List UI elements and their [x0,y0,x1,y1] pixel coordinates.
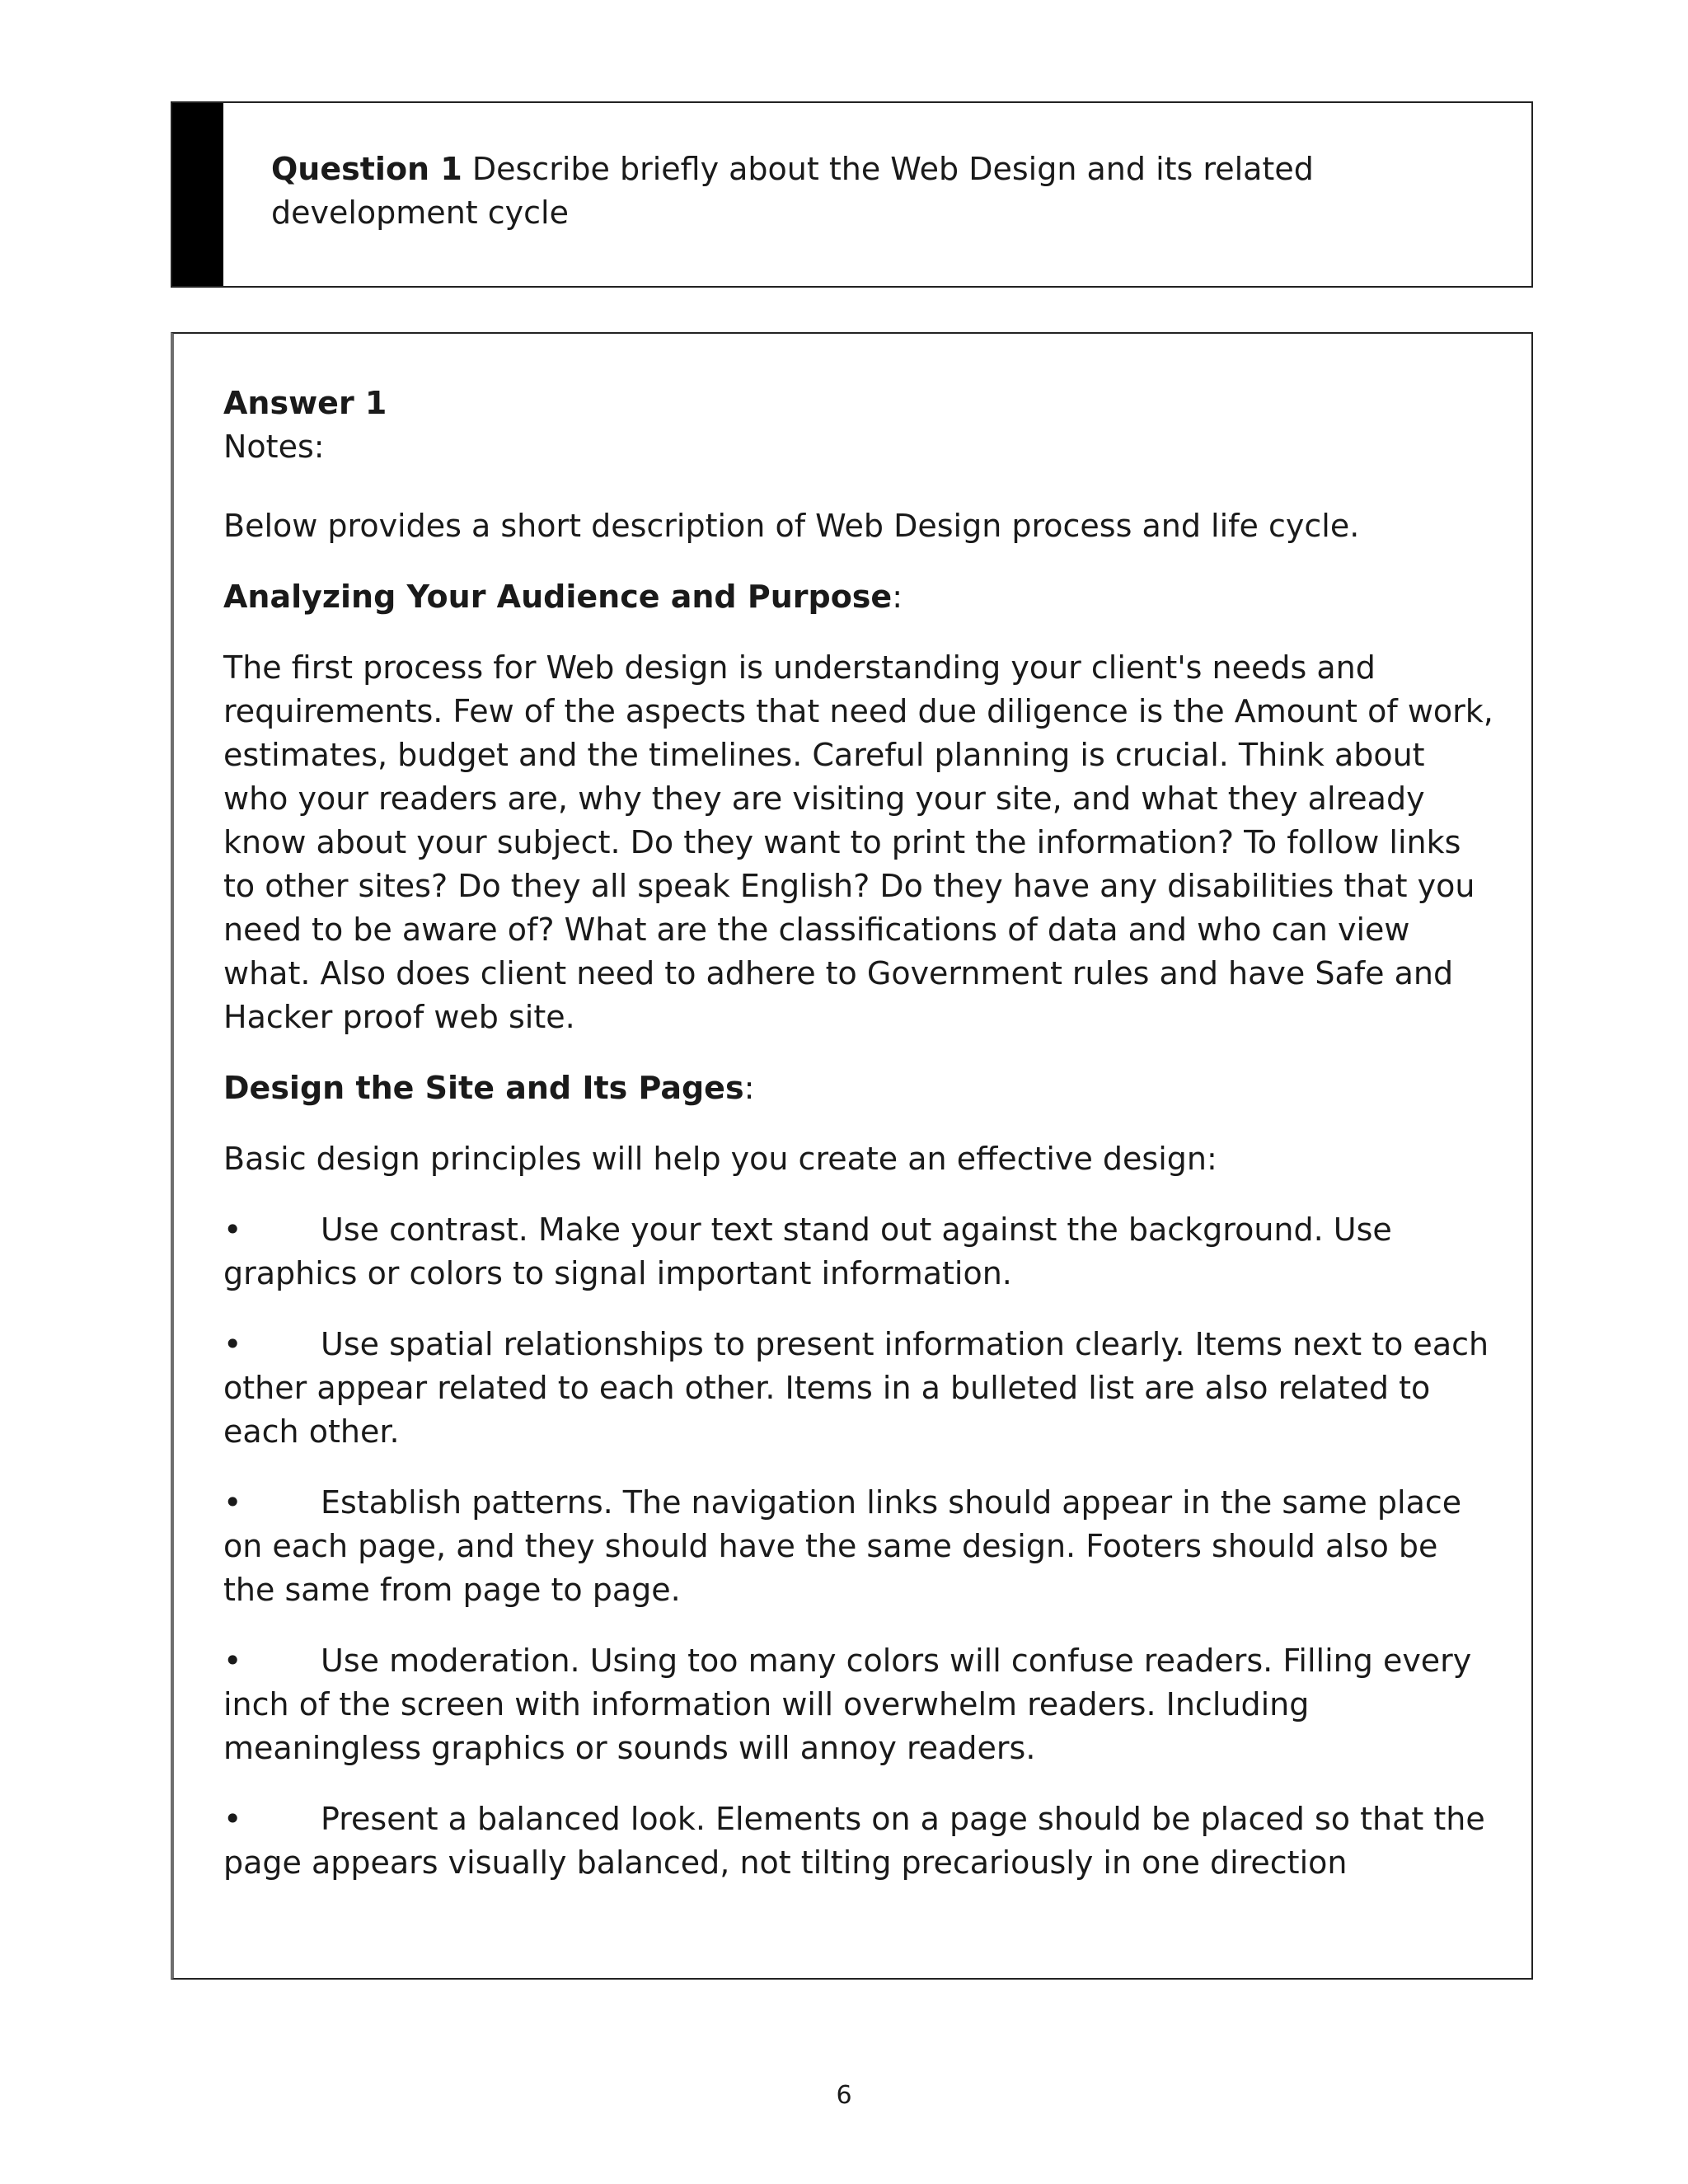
section-intro-design: Basic design principles will help you create an effective design: [223,1141,1217,1177]
bullet-text: Use contrast. Make your text stand out against the background. Use graphics or colors to signal important information. [223,1212,1392,1291]
section-heading-audience [223,575,1497,619]
bullet-glyph: • [223,1484,242,1521]
bullet-glyph: • [223,1326,242,1362]
answer-content [223,382,1497,1912]
page-number: 6 [836,2081,852,2110]
answer-box [171,332,1533,1980]
question-box [171,101,1533,288]
notes-label: Notes: [223,429,325,465]
bullet-glyph: • [223,1643,242,1679]
answer-label [223,382,1497,425]
bullet-text: Use spatial relationships to present information clearly. Items next to each other appear related to each other. Items in a bulleted list are also related to each other. [223,1326,1489,1450]
question-accent-bar [172,103,223,286]
section-heading-design-colon: : [743,1070,755,1106]
section-body-audience: The first process for Web design is understanding your client's needs and requirements. Few of the aspects that need due diligence is the Amount of work, estimates, budget and the timelines. Careful planning is crucial. Think about who your readers are, why they are visiting your site, and what they already know about your subject. Do they want to print the information? To follow links to other sites? Do they all speak English? Do they have any disabilities that you need to be aware of? What are the classifications of data and who can view what. Also does client need to adhere to Government rules and have Safe and Hacker proof web site. [223,649,1493,1035]
answer-intro: Below provides a short description of Web Design process and life cycle. [223,508,1360,544]
section-heading-design [223,1066,1497,1110]
section-heading-audience-text: Analyzing Your Audience and Purpose [223,579,893,615]
question-body: Describe briefly about the Web Design and its related development cycle [271,151,1314,231]
bullet-item-spatial [223,1323,1497,1454]
question-label: Question 1 [271,151,462,187]
question-text [271,148,1458,235]
answer-label-text: Answer 1 [223,385,387,421]
bullet-item-contrast [223,1208,1497,1296]
bullet-item-patterns [223,1481,1497,1612]
bullet-text: Establish patterns. The navigation links should appear in the same place on each page, and they should have the same design. Footers should also be the same from page to page. [223,1484,1462,1608]
section-heading-audience-colon: : [892,579,903,615]
bullet-item-moderation [223,1639,1497,1770]
bullet-glyph: • [223,1212,242,1248]
bullet-item-balance [223,1797,1497,1885]
bullet-text: Present a balanced look. Elements on a page should be placed so that the page appears visually balanced, not tilting precariously in one direction [223,1801,1485,1881]
bullet-glyph: • [223,1801,242,1837]
section-heading-design-text: Design the Site and Its Pages [223,1070,744,1106]
bullet-text: Use moderation. Using too many colors will confuse readers. Filling every inch of the screen with information will overwhelm readers. Including meaningless graphics or sounds will annoy readers. [223,1643,1472,1766]
